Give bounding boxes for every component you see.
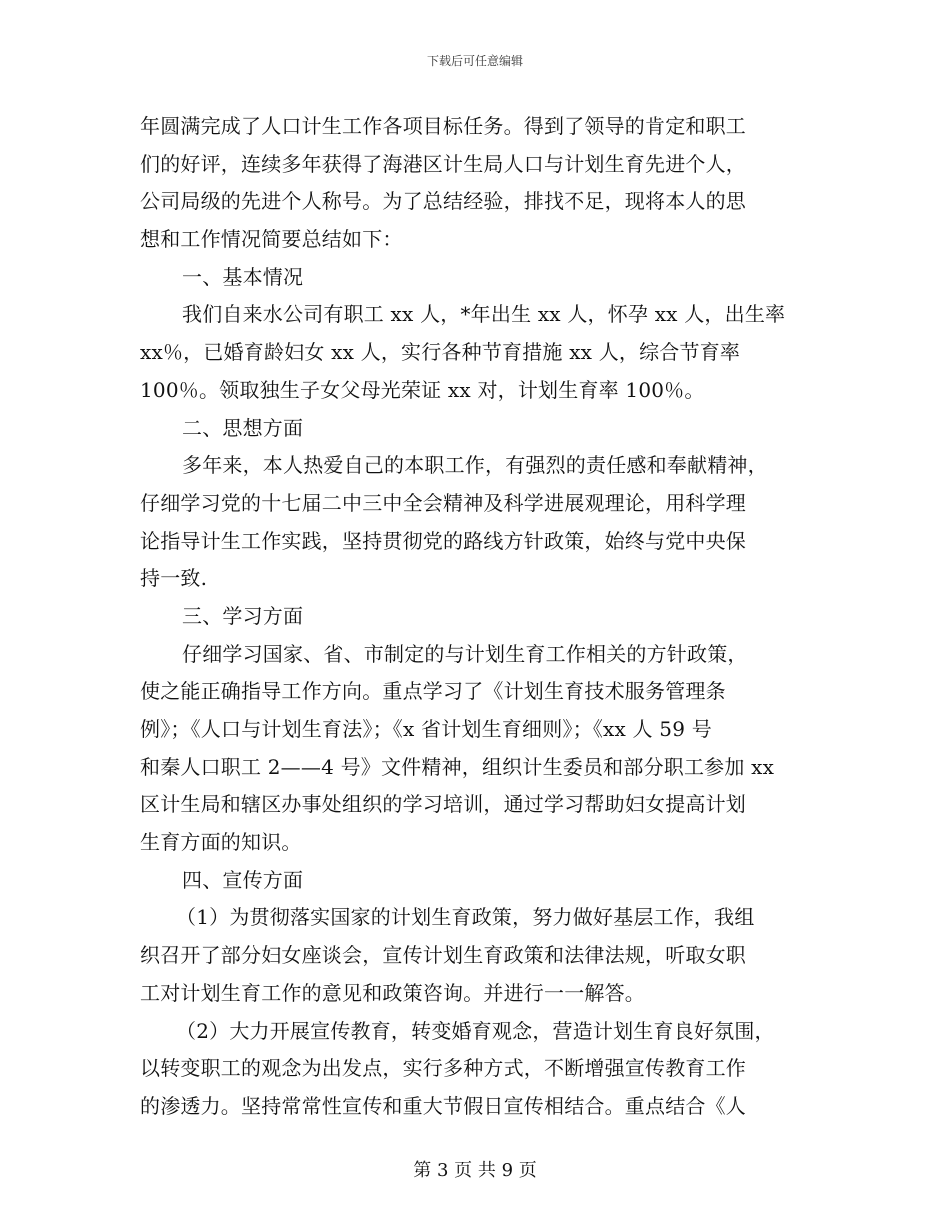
body-line: 仔细学习国家、省、市制定的与计划生育工作相关的方针政策， [182, 641, 748, 666]
body-line: 工对计划生育工作的意见和政策咨询。并进行一一解答。 [140, 980, 645, 1005]
body-line: 织召开了部分妇女座谈会，宣传计划生育政策和法律法规，听取女职 [140, 943, 746, 968]
body-line: xx％，已婚育龄妇女 xx 人，实行各种节育措施 xx 人，综合节育率 [140, 340, 741, 365]
body-line: 以转变职工的观念为出发点，实行多种方式，不断增强宣传教育工作 [140, 1056, 746, 1081]
section-heading-basic: 一、基本情况 [182, 264, 304, 289]
body-line: 100％。领取独生子女父母光荣证 xx 对，计划生育率 100％。 [140, 377, 705, 402]
page-header: 下载后可任意编辑 [426, 54, 523, 68]
section-heading-publicity: 四、宣传方面 [182, 867, 304, 892]
body-line: 使之能正确指导工作方向。重点学习了《计划生育技术服务管理条 [140, 679, 726, 704]
body-line: 仔细学习党的十七届二中三中全会精神及科学进展观理论，用科学理 [140, 490, 746, 515]
body-line: 年圆满完成了人口计生工作各项目标任务。得到了领导的肯定和职工 [140, 114, 746, 138]
body-line: 我们自来水公司有职工 xx 人，*年出生 xx 人，怀孕 xx 人，出生率 [182, 302, 786, 327]
body-line: （1）为贯彻落实国家的计划生育政策，努力做好基层工作，我组 [176, 905, 755, 930]
body-line: 想和工作情况简要总结如下： [140, 227, 403, 252]
body-line: 区计生局和辖区办事处组织的学习培训，通过学习帮助妇女提高计划 [140, 792, 746, 817]
document-body [140, 108, 820, 1126]
body-line: 和秦人口职工 2——4 号》文件精神，组织计生委员和部分职工参加 xx [140, 754, 775, 779]
section-heading-study: 三、学习方面 [182, 603, 304, 628]
body-line: 的渗透力。坚持常常性宣传和重大节假日宣传相结合。重点结合《人 [140, 1093, 746, 1118]
body-line: 们的好评，连续多年获得了海港区计生局人口与计划生育先进个人， [140, 151, 746, 176]
page-footer: 第 3 页 共 9 页 [413, 1160, 537, 1181]
body-line: 论指导计生工作实践，坚持贯彻党的路线方针政策，始终与党中央保 [140, 528, 746, 553]
body-line: 生育方面的知识。 [140, 830, 302, 855]
body-line: 多年来，本人热爱自己的本职工作，有强烈的责任感和奉献精神， [182, 453, 768, 478]
body-line: 例》；《人口与计划生育法》；《x 省计划生育细则》；《xx 人 59 号 [140, 717, 712, 741]
body-line: （2）大力开展宣传教育，转变婚育观念，营造计划生育良好氛围， [176, 1018, 775, 1043]
section-heading-thought: 二、思想方面 [182, 415, 304, 440]
body-line: 公司局级的先进个人称号。为了总结经验，排找不足，现将本人的思 [140, 189, 746, 214]
body-line: 持一致. [140, 566, 208, 591]
